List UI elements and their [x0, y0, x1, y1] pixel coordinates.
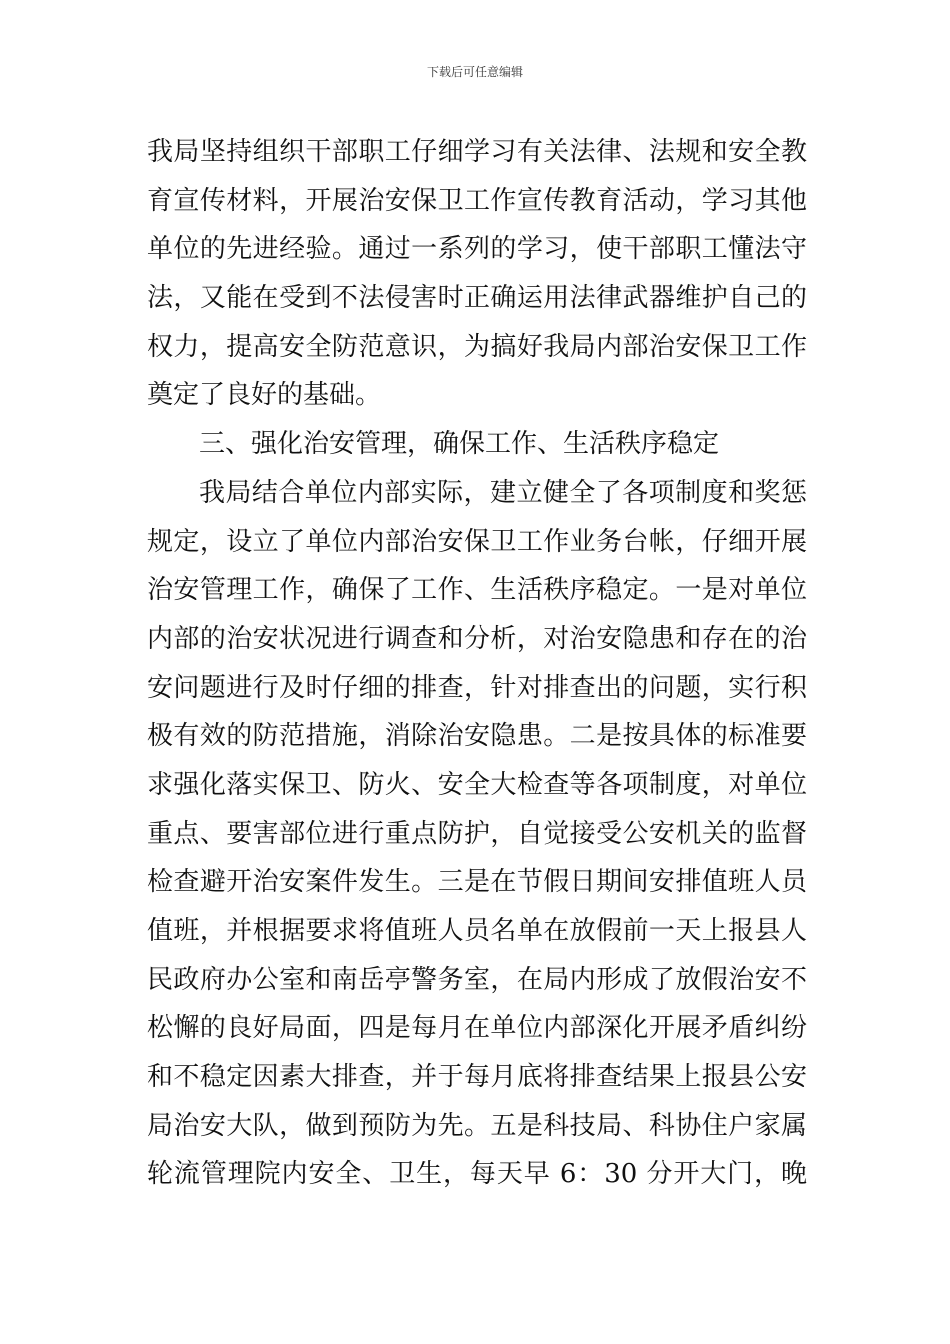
paragraph-line: 松懈的良好局面，四是每月在单位内部深化开展矛盾纠纷 [147, 1013, 807, 1044]
paragraph-line: 和不稳定因素大排查，并于每月底将排查结果上报县公安 [147, 1062, 807, 1093]
paragraph-line: 检查避开治安案件发生。三是在节假日期间安排值班人员 [147, 867, 807, 898]
paragraph-line: 奠定了良好的基础。 [147, 380, 382, 411]
paragraph-line: 育宣传材料，开展治安保卫工作宣传教育活动，学习其他 [147, 185, 807, 216]
paragraph-line: 治安管理工作，确保了工作、生活秩序稳定。一是对单位 [147, 575, 807, 606]
paragraph-line: 轮流管理院内安全、卫生，每天早 6：30 分开大门，晚 [147, 1159, 807, 1190]
paragraph-line: 单位的先进经验。通过一系列的学习，使干部职工懂法守 [147, 234, 807, 265]
paragraph-line: 重点、要害部位进行重点防护，自觉接受公安机关的监督 [147, 818, 807, 849]
paragraph-line: 我局坚持组织干部职工仔细学习有关法律、法规和安全教 [147, 137, 807, 167]
paragraph-line: 规定，设立了单位内部治安保卫工作业务台帐，仔细开展 [147, 526, 807, 557]
paragraph-line: 值班，并根据要求将值班人员名单在放假前一天上报县人 [147, 916, 807, 946]
document-body [147, 128, 807, 1199]
paragraph-line: 权力，提高安全防范意识，为搞好我局内部治安保卫工作 [147, 331, 807, 362]
paragraph-line: 局治安大队，做到预防为先。五是科技局、科协住户家属 [147, 1110, 807, 1141]
paragraph-line: 法，又能在受到不法侵害时正确运用法律武器维护自己的 [147, 283, 807, 314]
paragraph-line: 安问题进行及时仔细的排查，针对排查出的问题，实行积 [147, 672, 807, 703]
page-header: 下载后可任意编辑 [426, 65, 523, 79]
paragraph-line: 内部的治安状况进行调查和分析，对治安隐患和存在的治 [147, 623, 807, 654]
paragraph-line: 求强化落实保卫、防火、安全大检查等各项制度，对单位 [147, 769, 807, 800]
paragraph-line: 民政府办公室和南岳亭警务室，在局内形成了放假治安不 [147, 964, 807, 995]
paragraph-line: 我局结合单位内部实际，建立健全了各项制度和奖惩 [199, 477, 807, 508]
section-heading: 三、强化治安管理，确保工作、生活秩序稳定 [199, 429, 720, 460]
paragraph-line: 极有效的防范措施，消除治安隐患。二是按具体的标准要 [147, 721, 807, 752]
